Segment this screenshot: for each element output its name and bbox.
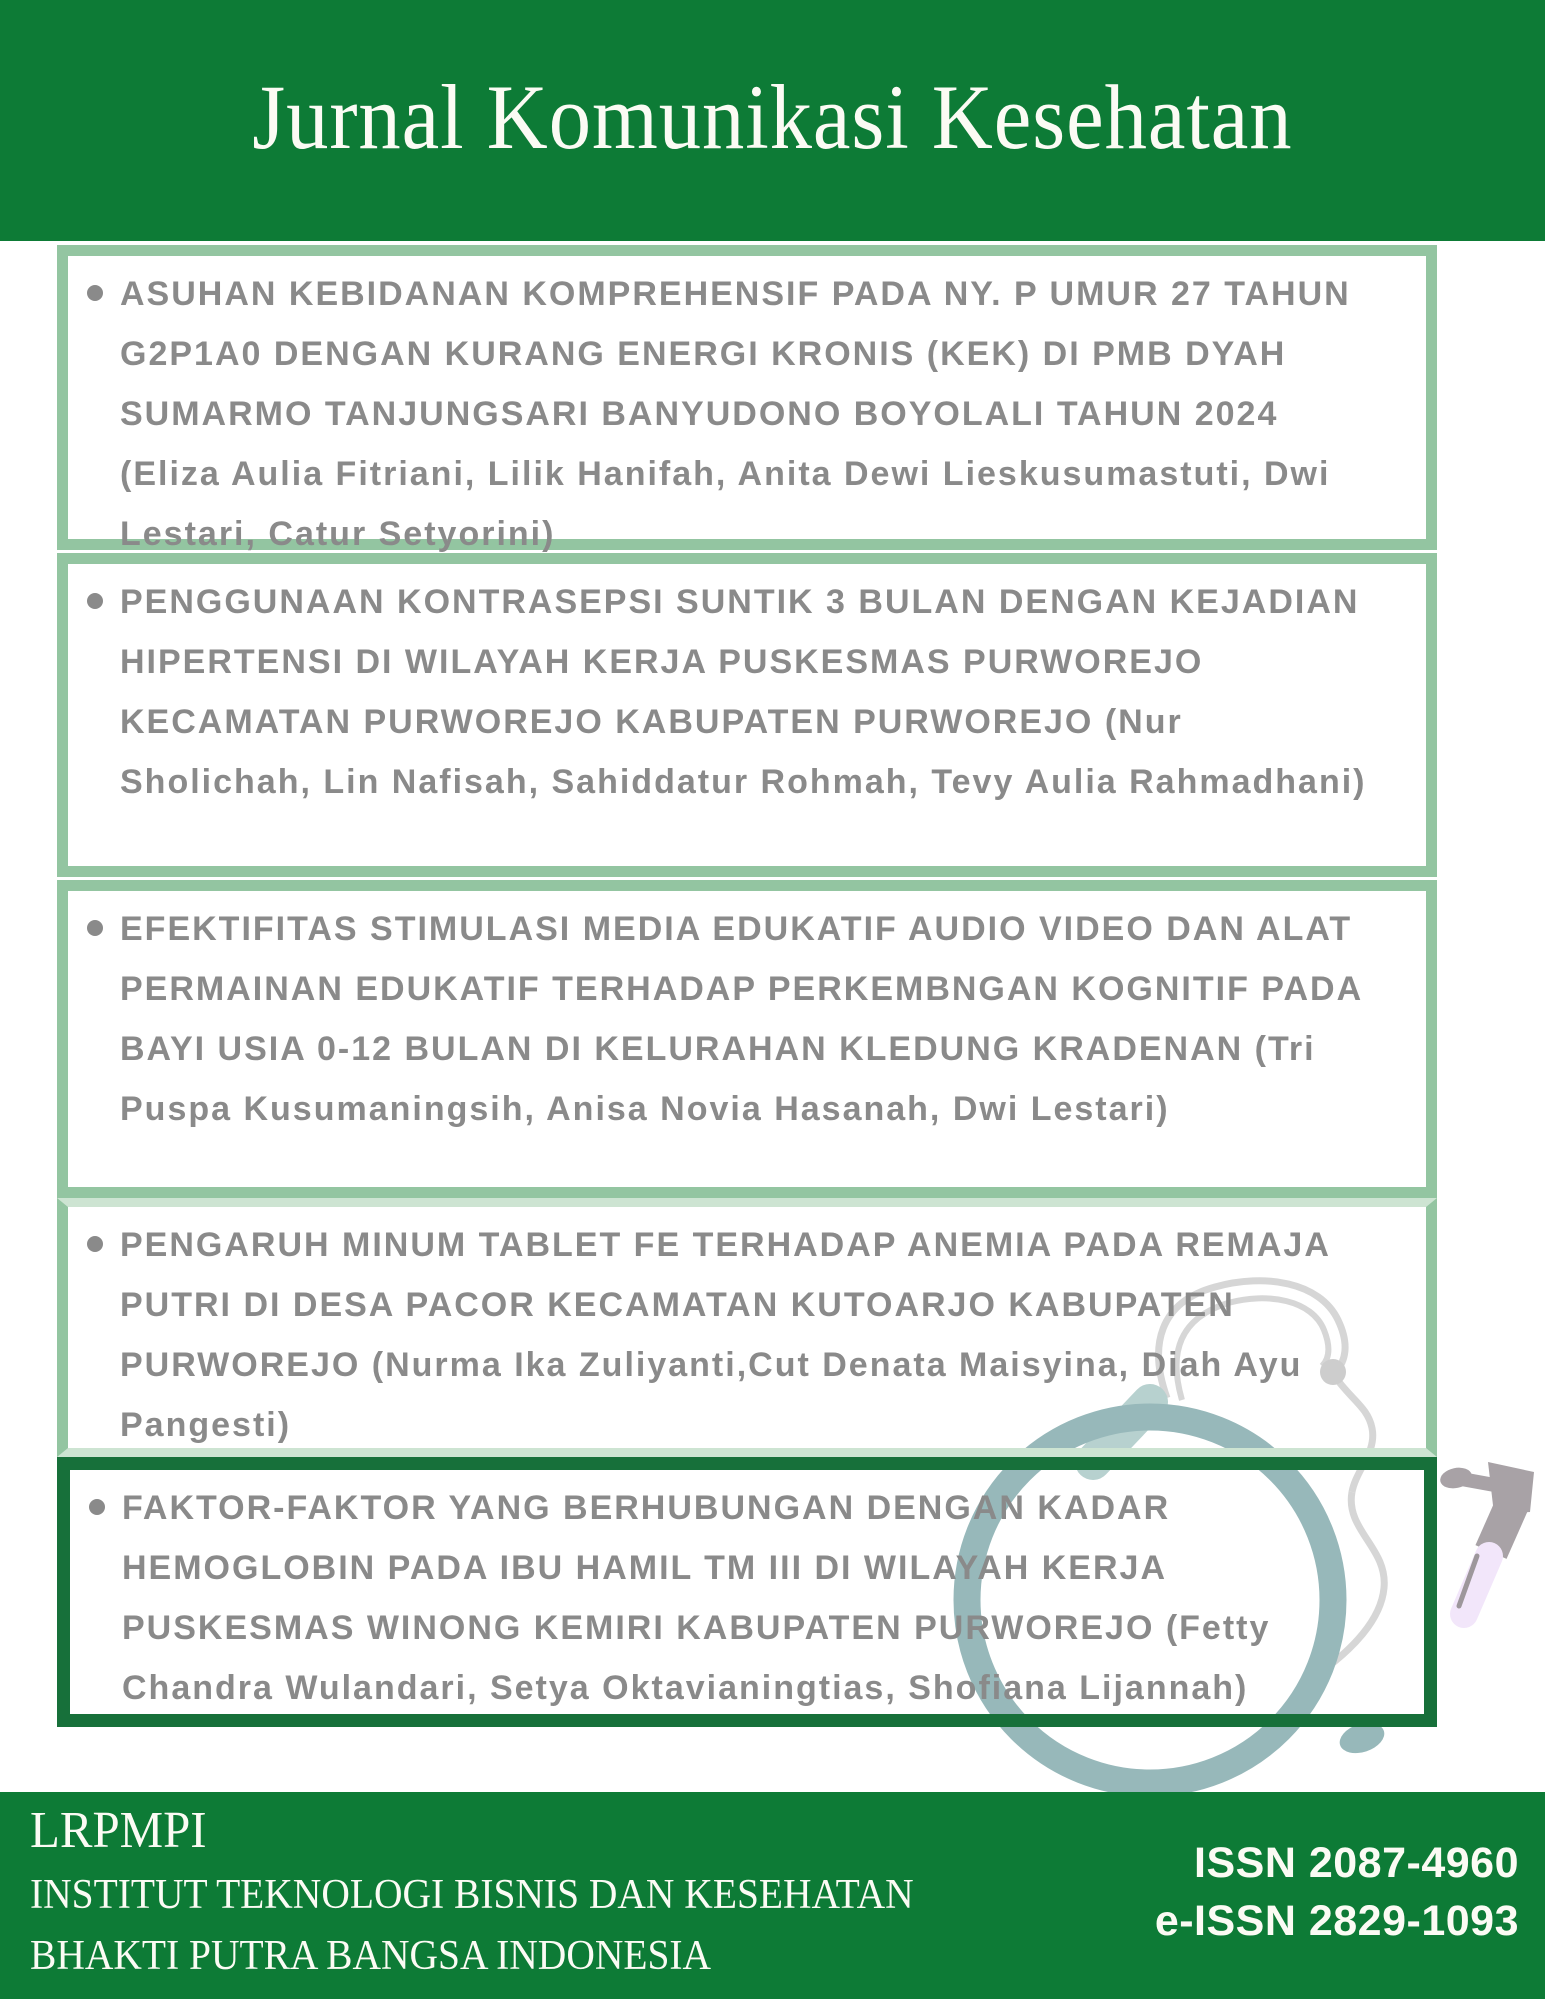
issn-block (1155, 1834, 1519, 1950)
article-box-4 (57, 1198, 1437, 1457)
hammer-handle (1464, 1556, 1489, 1614)
institute-name-line2: BHAKTI PUTRA BANGSA INDONESIA (30, 1933, 712, 1979)
article-list (122, 1478, 1384, 1718)
bullet-icon (87, 1236, 103, 1252)
journal-title: Jurnal Komunikasi Kesehatan (252, 65, 1293, 168)
eissn-label: e-ISSN 2829-1093 (1154, 1897, 1519, 1945)
issn-label: ISSN 2087-4960 (1194, 1839, 1519, 1887)
article-box-2 (57, 553, 1437, 877)
article-box-5 (57, 1457, 1437, 1727)
article-list (120, 572, 1382, 812)
article-title-2: PENGGUNAAN KONTRASEPSI SUNTIK 3 BULAN DENGAN KEJADIAN HIPERTENSI DI WILAYAH KERJA PUSKESMAS PURWOREJO KECAMATAN PURWOREJO KABUPATEN PURWOREJO (Nur Sholichah, Lin Nafisah, Sahiddatur Rohmah, Tevy Aulia Rahmadhani) (120, 572, 1382, 812)
article-title-4: PENGARUH MINUM TABLET FE TERHADAP ANEMIA PADA REMAJA PUTRI DI DESA PACOR KECAMATAN KUTOARJO KABUPATEN PURWOREJO (Nurma Ika Zuliyanti,Cut Denata Maisyina, Diah Ayu Pangesti) (120, 1215, 1382, 1455)
article-title-1: ASUHAN KEBIDANAN KOMPREHENSIF PADA NY. P UMUR 27 TAHUN G2P1A0 DENGAN KURANG ENERGI KRONIS (KEK) DI PMB DYAH SUMARMO TANJUNGSARI BANYUDONO BOYOLALI TAHUN 2024 (Eliza Aulia Fitriani, Lilik Hanifah, Anita Dewi Lieskusumastuti, Dwi Lestari, Catur Setyorini) (120, 264, 1382, 564)
bullet-icon (87, 920, 103, 936)
header-banner (0, 0, 1545, 241)
bullet-icon (87, 593, 103, 609)
institute-name-line1: INSTITUT TEKNOLOGI BISNIS DAN KESEHATAN (30, 1872, 914, 1918)
article-list (120, 264, 1382, 564)
bullet-icon (87, 285, 103, 301)
publisher-block (30, 1796, 914, 1987)
footer-banner (0, 1792, 1545, 1999)
publisher-abbr: LRPMPI (30, 1802, 207, 1859)
article-list (120, 1215, 1382, 1455)
article-list (120, 899, 1382, 1139)
article-box-3 (57, 880, 1437, 1198)
reflex-hammer-illustration (1438, 1462, 1534, 1614)
article-title-3: EFEKTIFITAS STIMULASI MEDIA EDUKATIF AUDIO VIDEO DAN ALAT PERMAINAN EDUKATIF TERHADAP PERKEMBNGAN KOGNITIF PADA BAYI USIA 0-12 BULAN DI KELURAHAN KLEDUNG KRADENAN (Tri Puspa Kusumaningsih, Anisa Novia Hasanah, Dwi Lestari) (120, 899, 1382, 1139)
article-title-5: FAKTOR-FAKTOR YANG BERHUBUNGAN DENGAN KADAR HEMOGLOBIN PADA IBU HAMIL TM III DI WILAYAH KERJA PUSKESMAS WINONG KEMIRI KABUPATEN PURWOREJO (Fetty Chandra Wulandari, Setya Oktavianingtias, Shofiana Lijannah) (122, 1478, 1384, 1718)
bullet-icon (89, 1499, 105, 1515)
article-box-1 (57, 245, 1437, 553)
